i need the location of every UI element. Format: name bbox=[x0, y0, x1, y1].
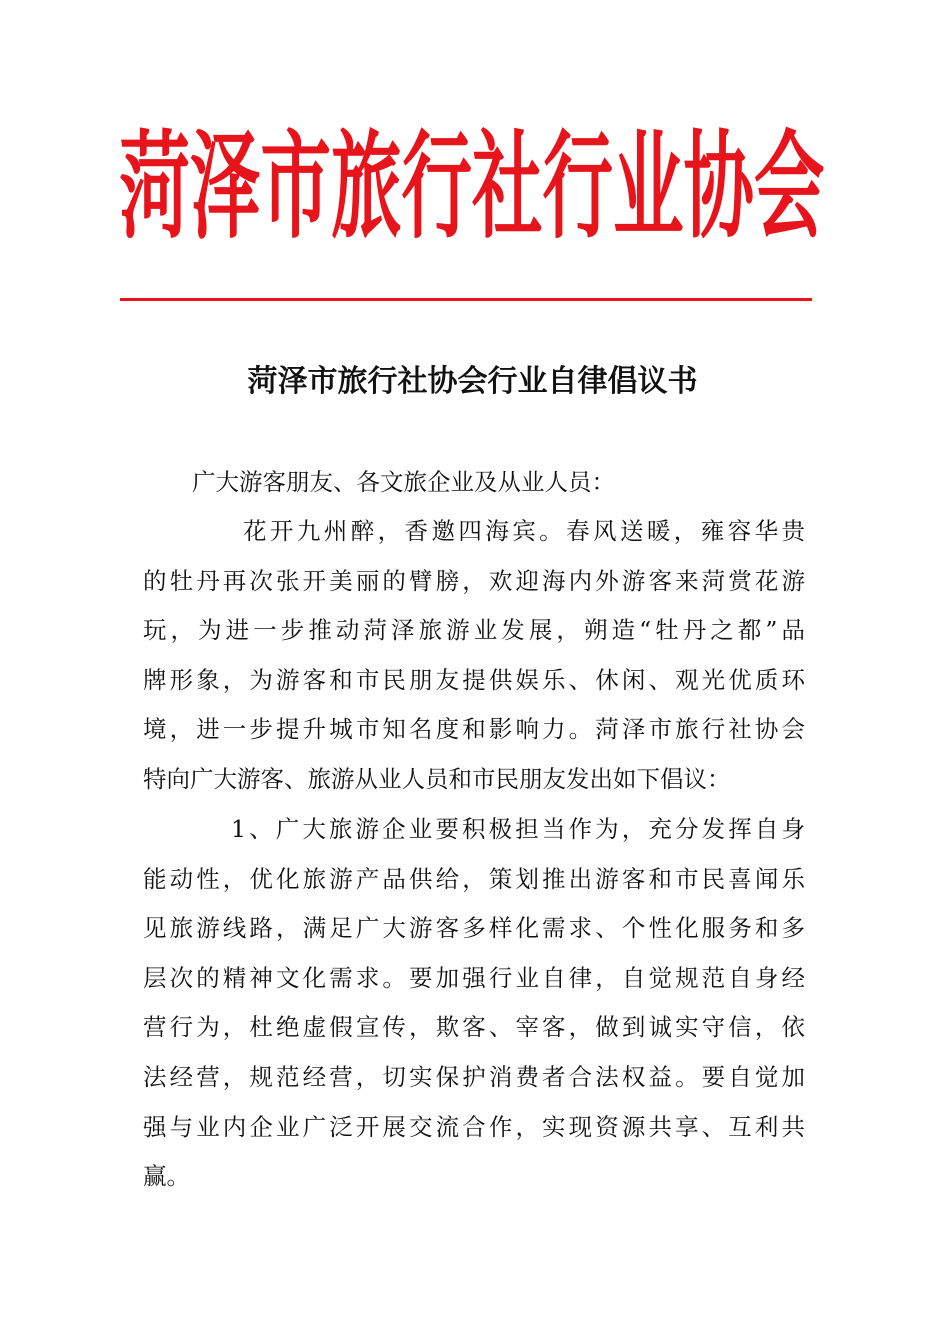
paragraph-line: 层次的精神文化需求。要加强行业自律，自觉规范自身经 bbox=[143, 963, 805, 992]
paragraph-intro bbox=[143, 507, 805, 805]
document-title: 菏泽市旅行社协会行业自律倡议书 bbox=[247, 364, 698, 399]
paragraph-line: 特向广大游客、旅游从业人员和市民朋友发出如下倡议： bbox=[143, 764, 731, 793]
paragraph-line: 牌形象，为游客和市民朋友提供娱乐、休闲、观光优质环 bbox=[143, 665, 805, 694]
masthead bbox=[0, 112, 945, 262]
paragraph-line: 玩，为进一步推动菏泽旅游业发展，朔造“牡丹之都”品 bbox=[143, 616, 805, 645]
paragraph-line: 的牡丹再次张开美丽的臂膀，欢迎海内外游客来菏赏花游 bbox=[143, 566, 805, 595]
masthead-title: 菏泽市旅行社行业协会 bbox=[120, 118, 825, 255]
paragraph-line: 强与业内企业广泛开展交流合作，实现资源共享、互利共 bbox=[143, 1112, 805, 1141]
paragraph-line: 法经营，规范经营，切实保护消费者合法权益。要自觉加 bbox=[143, 1062, 805, 1091]
paragraph-item-1 bbox=[143, 805, 805, 1202]
paragraph-line: 境，进一步提升城市知名度和影响力。菏泽市旅行社协会 bbox=[143, 715, 805, 744]
paragraph-line: 营行为，杜绝虚假宣传，欺客、宰客，做到诚实守信，依 bbox=[143, 1013, 805, 1042]
salutation: 广大游客朋友、各文旅企业及从业人员： bbox=[192, 468, 615, 496]
paragraph-line: 赢。 bbox=[143, 1162, 190, 1191]
paragraph-line: 1、广大旅游企业要积极担当作为，充分发挥自身 bbox=[231, 815, 805, 843]
paragraph-line: 花开九州醉，香邀四海宾。春风送暖，雍容华贵 bbox=[243, 517, 805, 545]
paragraph-line: 见旅游线路，满足广大游客多样化需求、个性化服务和多 bbox=[143, 914, 805, 943]
masthead-divider bbox=[120, 298, 812, 301]
paragraph-line: 能动性，优化旅游产品供给，策划推出游客和市民喜闻乐 bbox=[143, 864, 805, 893]
